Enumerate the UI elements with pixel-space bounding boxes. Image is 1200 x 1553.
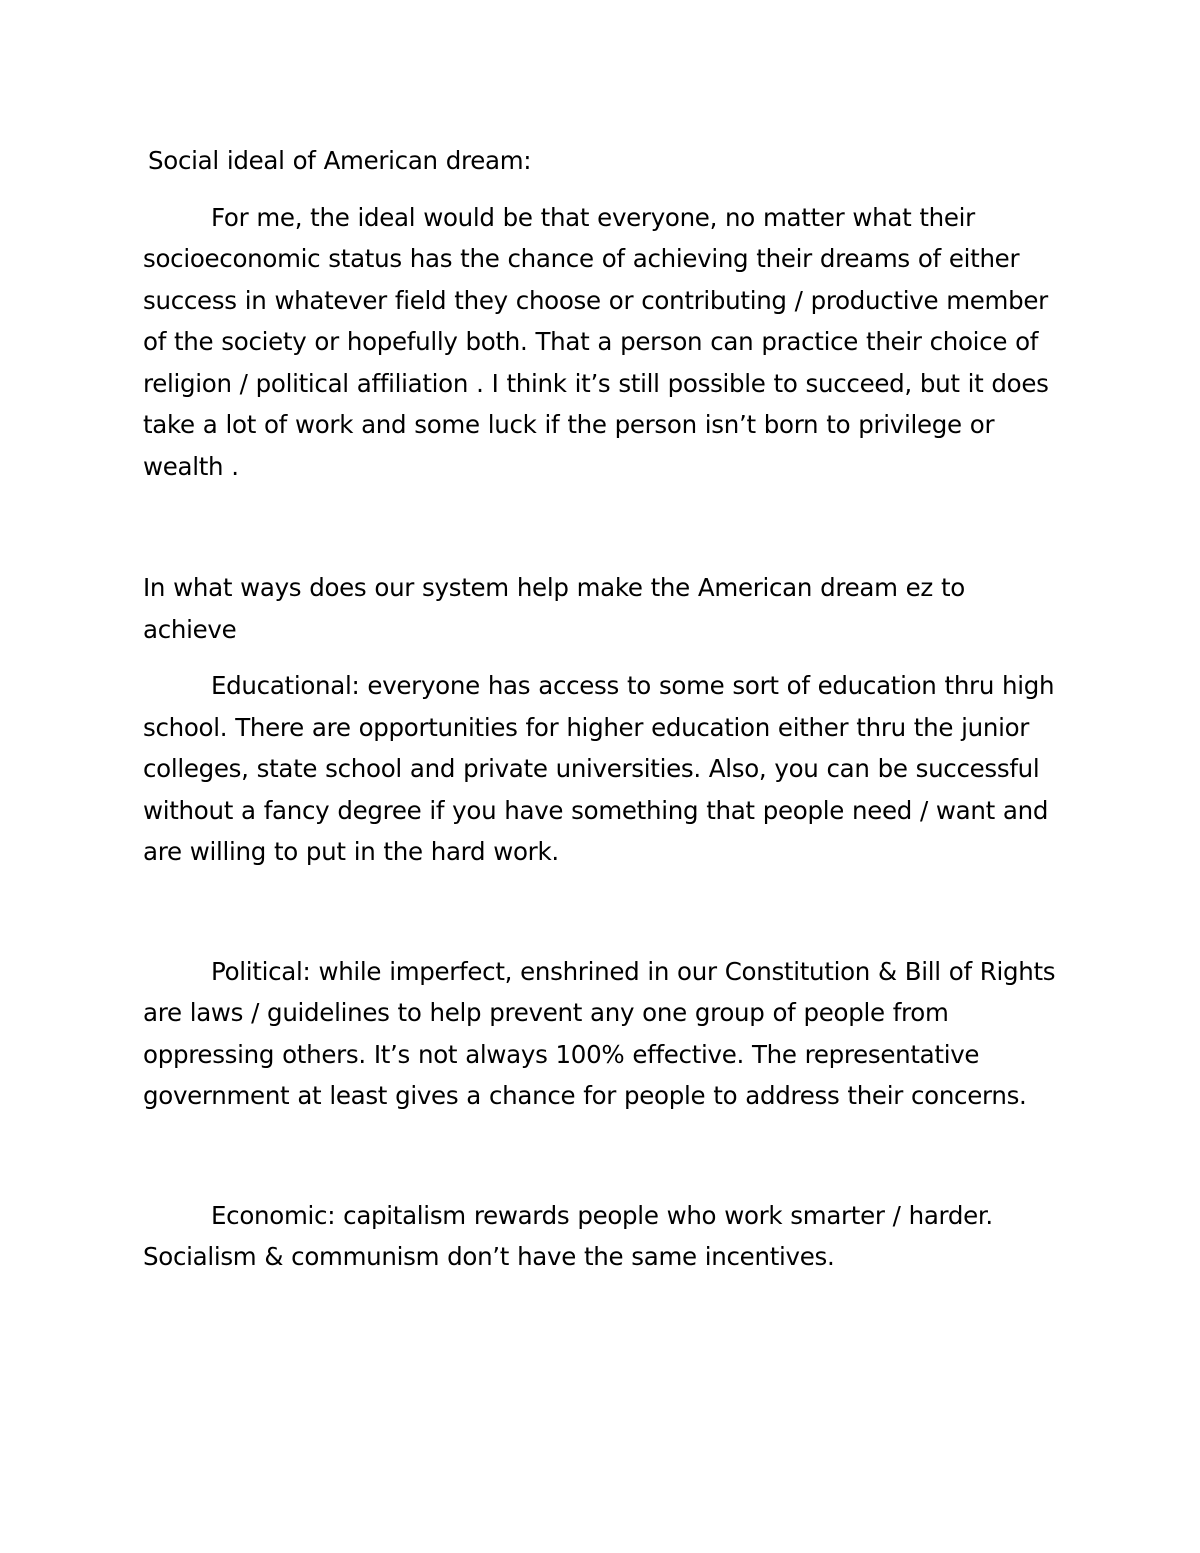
- document-body: [143, 140, 1063, 1278]
- paragraph-ideal: For me, the ideal would be that everyone, no matter what their socioeconomic status has the chance of achieving their dreams of either success in whatever field they choose or contributing / productive member of the society or hopefully both. That a person can practice their choice of religion / political affiliation . I think it’s still possible to succeed, but it does take a lot of work and some luck if the person isn’t born to privilege or wealth .: [143, 202, 1049, 481]
- heading-social-ideal: Social ideal of American dream:: [148, 146, 532, 175]
- paragraph-political: Political: while imperfect, enshrined in our Constitution & Bill of Rights are laws / guidelines to help prevent any one group of people from oppressing others. It’s not always 100% effective. The representative government at least gives a chance for people to address their concerns.: [143, 956, 1056, 1110]
- paragraph-economic: Economic: capitalism rewards people who work smarter / harder. Socialism & communism don’t have the same incentives.: [143, 1200, 993, 1271]
- heading-system-question: In what ways does our system help make the American dream ez to achieve: [143, 573, 965, 644]
- paragraph-educational: Educational: everyone has access to some sort of education thru high school. There are opportunities for higher education either thru the junior colleges, state school and private universities. Also, you can be successful without a fancy degree if you have something that people need / want and are willing to put in the hard work.: [143, 671, 1055, 866]
